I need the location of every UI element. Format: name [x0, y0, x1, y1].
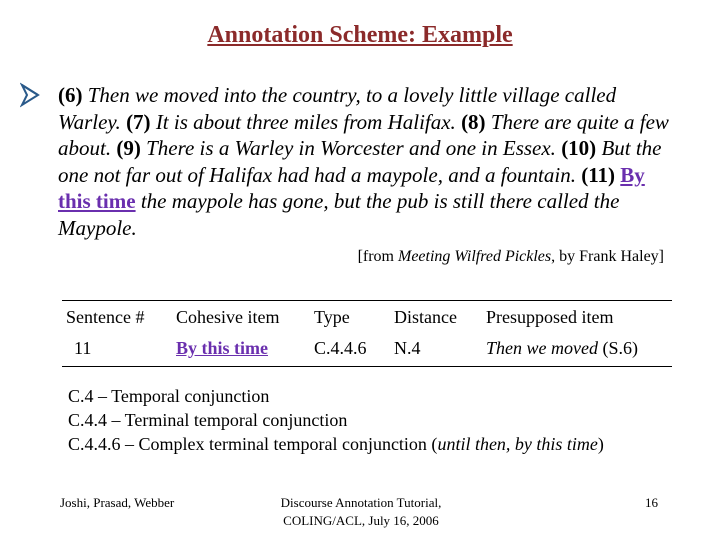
footer-event-line-1: Discourse Annotation Tutorial,: [280, 495, 442, 510]
footer-authors: Joshi, Prasad, Webber: [60, 495, 175, 510]
header-cohesive-item: Cohesive item: [176, 307, 280, 327]
source-citation: [358, 248, 664, 266]
sentence-11-number: (11): [581, 162, 616, 187]
legend-line-3: [68, 432, 604, 456]
legend-line-3-examples: until then, by this time: [437, 434, 598, 454]
sentence-9-number: (9): [116, 136, 141, 160]
sentence-7-number: (7): [126, 109, 151, 134]
cell-distance: N.4: [394, 338, 421, 358]
sentence-6-number: (6): [58, 83, 83, 107]
presupposed-ref: (S.6): [597, 338, 638, 358]
sentence-11: the maypole has gone, but the pub is still there called the Maypole.: [58, 189, 620, 240]
cell-presupposed-item: [486, 338, 638, 359]
footer-event-line-2: COLING/ACL, July 16, 2006: [283, 513, 439, 528]
legend-line-3-prefix: C.4.4.6 – Complex terminal temporal conjunction (: [68, 434, 438, 454]
sentence-8-number: (8): [461, 109, 486, 134]
sentence-8: There are quite a few about.: [58, 109, 669, 160]
cohesive-item-link[interactable]: By this time: [58, 162, 645, 213]
sentence-10-number: (10): [561, 136, 597, 160]
header-type: Type: [314, 307, 350, 327]
table-header-row: [62, 301, 672, 332]
header-sentence: Sentence #: [66, 307, 145, 327]
source-suffix: , by Frank Haley]: [551, 248, 664, 265]
source-book-title: Meeting Wilfred Pickles: [398, 248, 552, 265]
header-distance: Distance: [394, 307, 457, 327]
annotation-table: [62, 300, 672, 367]
cell-cohesive-item-link[interactable]: By this time: [176, 338, 268, 358]
sentence-9: There is a Warley in Worcester and one in Essex.: [140, 136, 562, 160]
sentence-10: But the one not far out of Halifax had had a maypole, and a fountain.: [58, 136, 662, 187]
slide-title: Annotation Scheme: Example: [207, 22, 513, 48]
cell-sentence: 11: [74, 338, 92, 358]
legend-line-1: C.4 – Temporal conjunction: [68, 386, 270, 406]
example-passage: [58, 82, 678, 241]
type-legend: [68, 384, 604, 456]
legend-line-3-suffix: ): [597, 434, 604, 454]
header-presupposed-item: Presupposed item: [486, 307, 614, 327]
presupposed-text: Then we moved: [486, 338, 598, 358]
source-prefix: [from: [357, 248, 398, 265]
sentence-6: Then we moved into the country, to a lovely little village called Warley.: [58, 83, 617, 134]
arrowhead-bullet-icon: [20, 82, 42, 108]
table-row: [62, 332, 672, 367]
sentence-7: It is about three miles from Halifax.: [150, 109, 462, 134]
cell-type: C.4.4.6: [314, 338, 367, 358]
page-number: 16: [645, 495, 658, 510]
footer-event: [256, 494, 466, 530]
legend-line-2: C.4.4 – Terminal temporal conjunction: [68, 410, 348, 430]
